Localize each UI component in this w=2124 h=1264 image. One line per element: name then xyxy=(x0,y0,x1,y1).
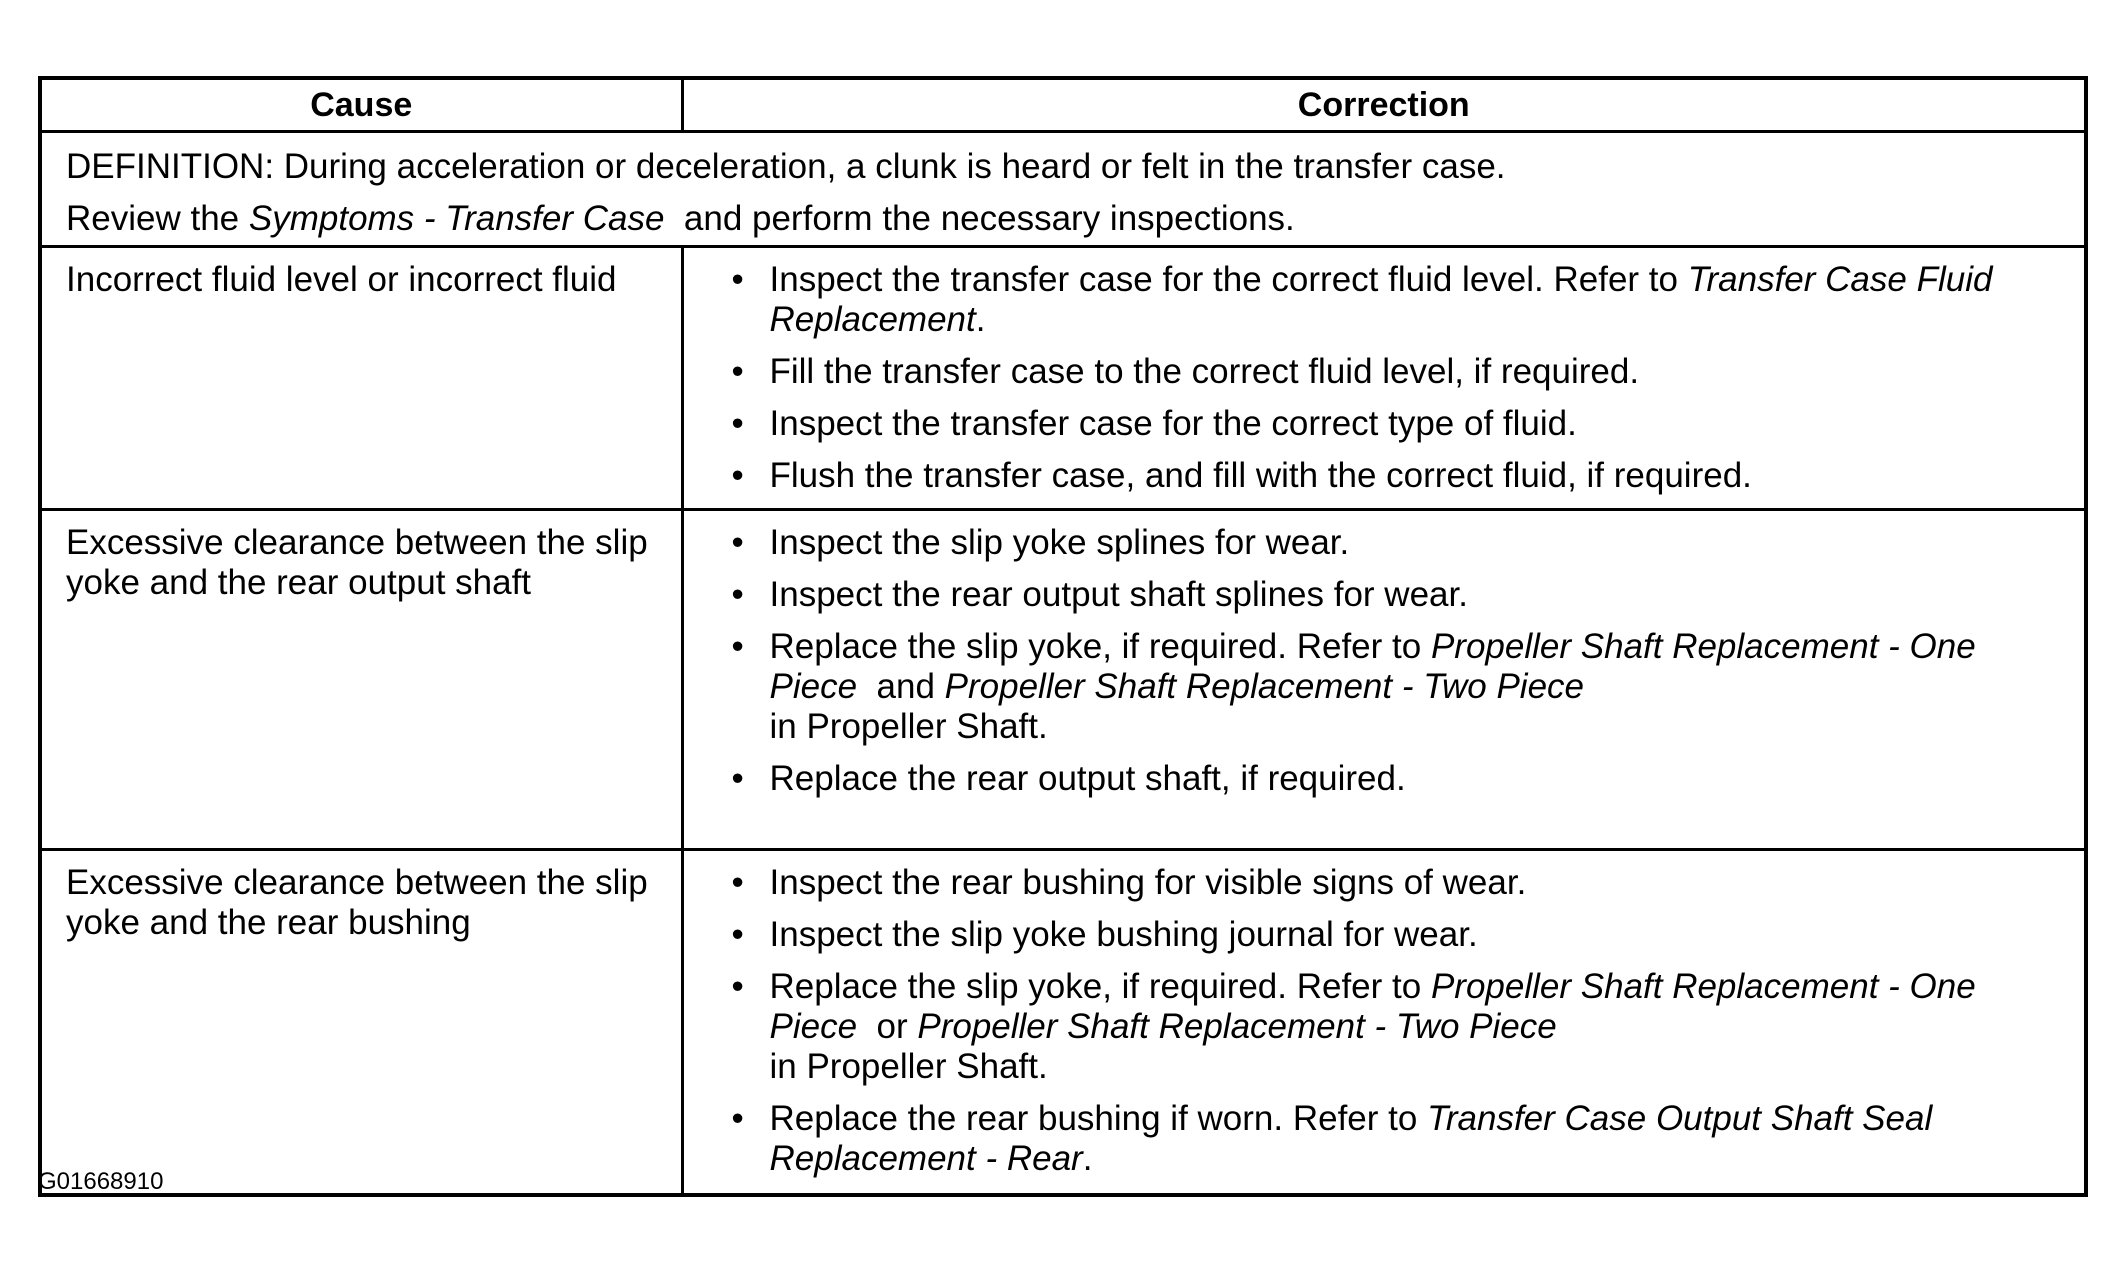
definition-cell xyxy=(40,132,2086,247)
definition-text: DEFINITION: During acceleration or deceleration, a clunk is heard or felt in the transfer case. xyxy=(66,147,1506,186)
step-item: • Inspect the slip yoke splines for wear. xyxy=(732,523,2065,563)
step-item: • Fill the transfer case to the correct fluid level, if required. xyxy=(732,352,2065,392)
review-instruction xyxy=(66,193,2084,245)
step-item: • Replace the slip yoke, if required. Refer to Propeller Shaft Replacement - One Piece and Propeller Shaft Replacement - Two Piece in Propeller Shaft. xyxy=(732,627,2065,747)
review-suffix: and perform the necessary inspections. xyxy=(664,199,1295,238)
procedure-reference: Transfer Case Fluid Replacement xyxy=(769,260,1993,339)
table-row xyxy=(40,850,2086,1196)
table-row xyxy=(40,510,2086,850)
cause-cell: Excessive clearance between the slip yoke and the rear bushing xyxy=(40,850,682,1196)
step-item: • Inspect the rear bushing for visible signs of wear. xyxy=(732,863,2065,903)
step-item: • Replace the rear output shaft, if required. xyxy=(732,759,2065,799)
correction-cell xyxy=(682,510,2086,850)
step-item: • Replace the slip yoke, if required. Refer to Propeller Shaft Replacement - One Piece or Propeller Shaft Replacement - Two Piece in Propeller Shaft. xyxy=(732,967,2065,1087)
step-item: • Inspect the rear output shaft splines for wear. xyxy=(732,575,2065,615)
correction-steps xyxy=(732,523,2065,799)
correction-cell xyxy=(682,850,2086,1196)
correction-steps xyxy=(732,863,2065,1179)
procedure-reference: Propeller Shaft Replacement - One Piece xyxy=(769,627,1976,706)
correction-steps xyxy=(732,260,2065,496)
table-row xyxy=(40,247,2086,510)
definition-row xyxy=(40,132,2086,247)
procedure-reference: Propeller Shaft Replacement - One Piece xyxy=(769,967,1976,1046)
step-item: • Inspect the transfer case for the correct type of fluid. xyxy=(732,404,2065,444)
cause-cell: Excessive clearance between the slip yoke and the rear output shaft xyxy=(40,510,682,850)
diagnostic-table xyxy=(38,76,2088,1197)
step-item: • Inspect the transfer case for the correct fluid level. Refer to Transfer Case Fluid Replacement. xyxy=(732,260,2065,340)
step-item: • Replace the rear bushing if worn. Refer to Transfer Case Output Shaft Seal Replacement - Rear. xyxy=(732,1099,2065,1179)
review-prefix: Review the xyxy=(66,199,249,238)
cause-header: Cause xyxy=(40,78,682,132)
procedure-reference: Transfer Case Output Shaft Seal Replacement - Rear xyxy=(769,1099,1933,1178)
header-row xyxy=(40,78,2086,132)
symptoms-reference: Symptoms - Transfer Case xyxy=(248,199,665,238)
procedure-reference: Propeller Shaft Replacement - Two Piece xyxy=(917,1007,1557,1046)
figure-id: G01668910 xyxy=(38,1168,164,1195)
correction-header: Correction xyxy=(682,78,2086,132)
correction-cell xyxy=(682,247,2086,510)
step-item: • Inspect the slip yoke bushing journal for wear. xyxy=(732,915,2065,955)
cause-cell: Incorrect fluid level or incorrect fluid xyxy=(40,247,682,510)
step-item: • Flush the transfer case, and fill with the correct fluid, if required. xyxy=(732,456,2065,496)
procedure-reference: Propeller Shaft Replacement - Two Piece xyxy=(944,667,1585,706)
